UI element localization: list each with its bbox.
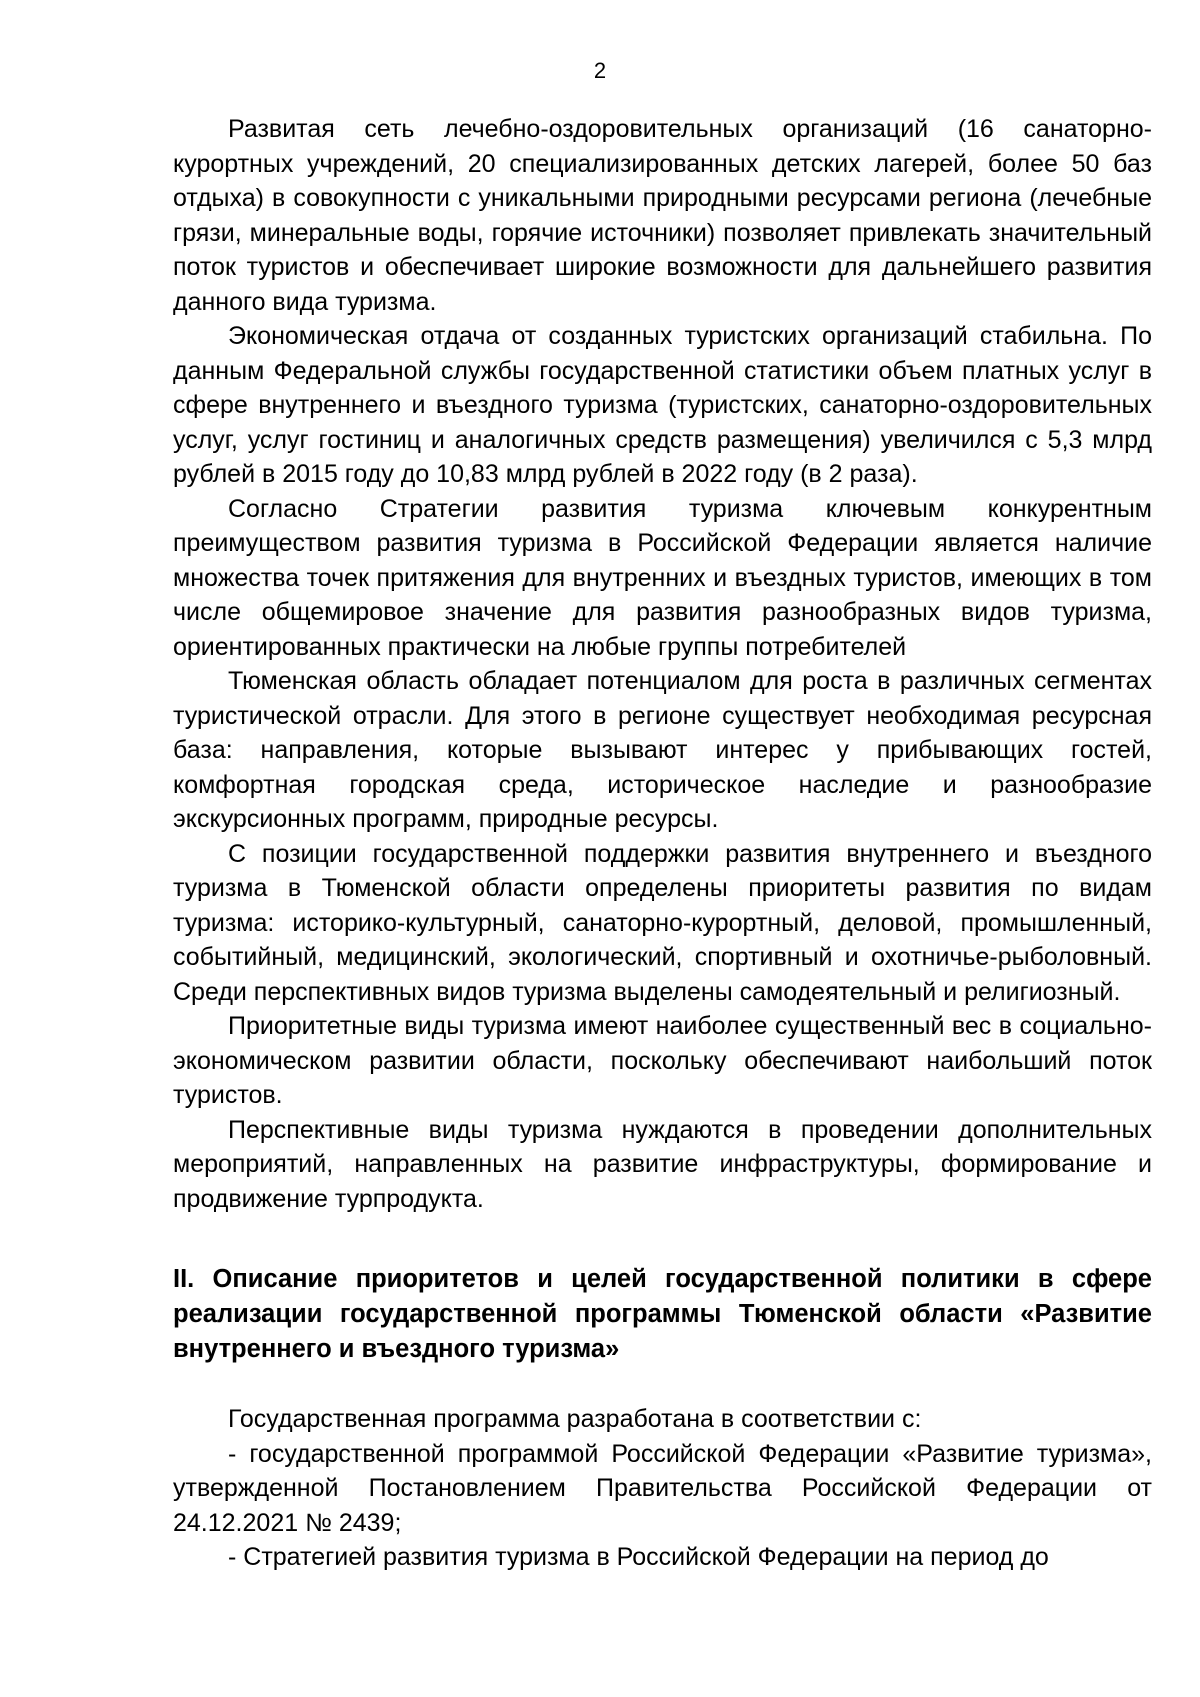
paragraph-economic-return: Экономическая отдача от созданных туристских организаций стабильна. По данным Федеральной службы государственной статистики объем платных услуг в сфере внутреннего и въездного туризма (туристских, санаторно-оздоровительных услуг, услуг гостиниц и аналогичных средств размещения) увеличился с 5,3 млрд рублей в 2015 году до 10,83 млрд рублей в 2022 году (в 2 раза).	[173, 322, 1152, 488]
page-number: 2	[593, 58, 607, 83]
paragraph-priority-types: Приоритетные виды туризма имеют наиболее существенный вес в социально-экономическом развитии области, поскольку обеспечивают наибольший поток туристов.	[173, 1012, 1152, 1109]
heading-spacer	[173, 1367, 1152, 1402]
paragraph-state-support-priorities: С позиции государственной поддержки развития внутреннего и въездного туризма в Тюменской области определены приоритеты развития по видам туризма: историко-культурный, санаторно-курортный, деловой, промышленный, событийный, медицинский, экологический, спортивный и охотничье-рыболовный. Среди перспективных видов туризма выделены самодеятельный и религиозный.	[173, 839, 1152, 1006]
list-item-federal-program: - государственной программой Российской Федерации «Развитие туризма», утвержденной Постановлением Правительства Российской Федерации от 24.12.2021 № 2439;	[173, 1439, 1152, 1537]
document-body	[173, 112, 1152, 1575]
paragraph-perspective-types: Перспективные виды туризма нуждаются в проведении дополнительных мероприятий, направленных на развитие инфраструктуры, формирование и продвижение турпродукта.	[173, 1115, 1152, 1213]
list-item-tourism-strategy: - Стратегией развития туризма в Российской Федерации на период до	[228, 1543, 1049, 1571]
paragraph-tyumen-potential: Тюменская область обладает потенциалом для роста в различных сегментах туристической отрасли. Для этого в регионе существует необходимая ресурсная база: направления, которые вызывают интерес у прибывающих гостей, комфортная городская среда, историческое наследие и разнообразие экскурсионных программ, природные ресурсы.	[173, 667, 1152, 833]
paragraph-health-resorts: Развитая сеть лечебно-оздоровительных организаций (16 санаторно-курортных учреждений, 20 специализированных детских лагерей, более 50 баз отдыха) в совокупности с уникальными природными ресурсами региона (лечебные грязи, минеральные воды, горячие источники) позволяет привлекать значительный поток туристов и обеспечивает широкие возможности для дальнейшего развития данного вида туризма.	[173, 115, 1152, 316]
paragraph-strategy-advantage: Согласно Стратегии развития туризма ключевым конкурентным преимуществом развития туризма в Российской Федерации является наличие множества точек притяжения для внутренних и въездных туристов, имеющих в том числе общемировое значение для развития разнообразных видов туризма, ориентированных практически на любые группы потребителей	[173, 494, 1152, 661]
section-heading: II. Описание приоритетов и целей государственной политики в сфере реализации государственной программы Тюменской области «Развитие внутреннего и въездного туризма»	[173, 1265, 1152, 1363]
paragraph-program-basis: Государственная программа разработана в соответствии с:	[228, 1405, 922, 1433]
